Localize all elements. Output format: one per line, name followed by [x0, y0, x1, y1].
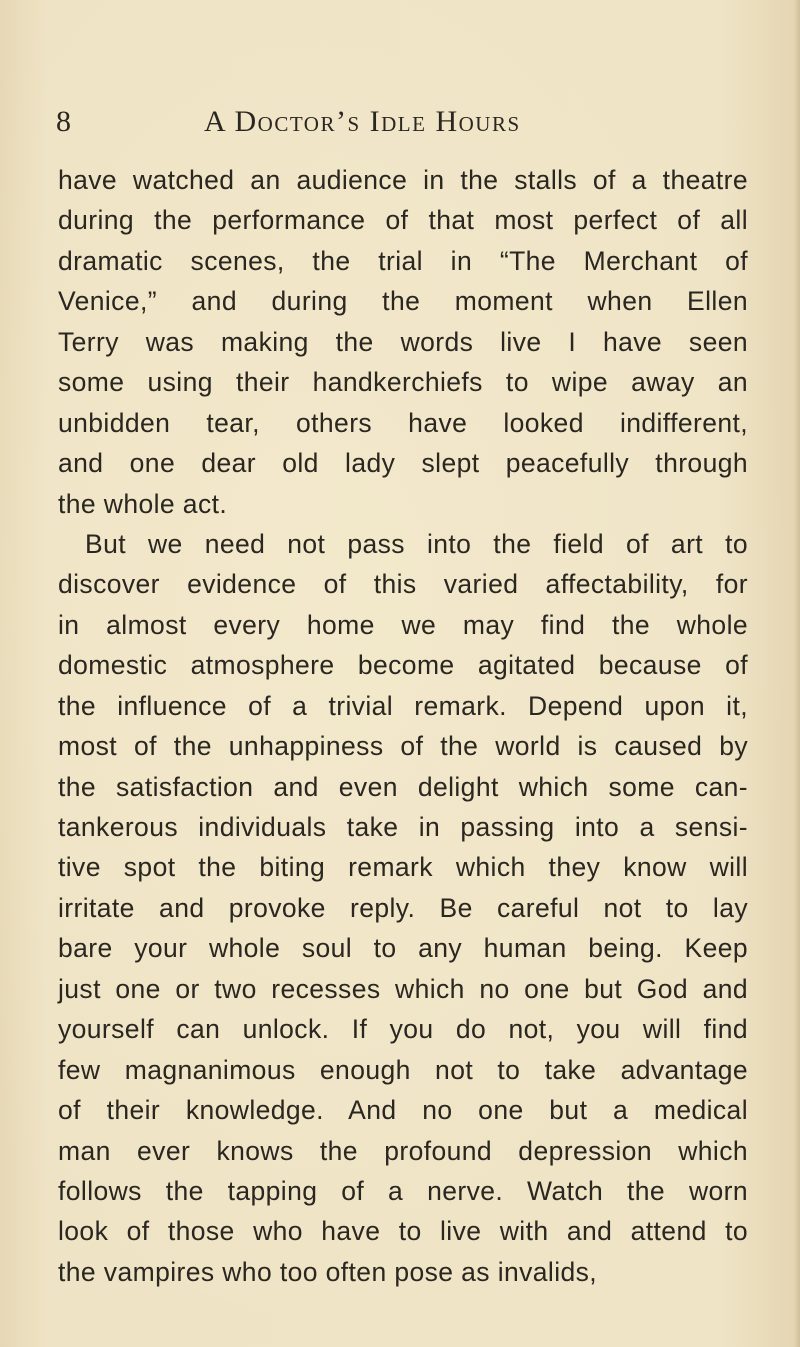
text-line: of their knowledge. And no one but a medical — [58, 1095, 748, 1126]
text-line: man ever knows the profound depression which — [58, 1135, 748, 1166]
text-line: irritate and provoke reply. Be careful not to lay — [58, 892, 748, 923]
text-line: and one dear old lady slept peacefully through — [58, 448, 748, 479]
running-head: A Doctor’s Idle Hours — [204, 105, 521, 138]
text-line: follows the tapping of a nerve. Watch the worn — [58, 1175, 748, 1206]
text-line: look of those who have to live with and attend to — [58, 1216, 748, 1247]
text-line: unbidden tear, others have looked indifferent, — [58, 407, 748, 438]
text-line: domestic atmosphere become agitated because of — [58, 650, 748, 681]
text-line: the whole act. — [58, 488, 228, 519]
text-line: Venice,” and during the moment when Ellen — [58, 286, 748, 317]
text-line: discover evidence of this varied affectability, for — [58, 569, 748, 600]
text-line: the satisfaction and even delight which some can- — [58, 771, 748, 802]
text-line: few magnanimous enough not to take advantage — [58, 1054, 748, 1085]
text-line: have watched an audience in the stalls of a theatre — [58, 165, 748, 195]
text-line: Terry was making the words live I have seen — [58, 326, 748, 357]
page-header — [56, 102, 756, 142]
text-line: some using their handkerchiefs to wipe away an — [58, 367, 748, 398]
text-line: tive spot the biting remark which they know will — [58, 852, 748, 883]
page-number: 8 — [56, 105, 73, 138]
text-line: bare your whole soul to any human being. Keep — [58, 933, 748, 964]
text-line: just one or two recesses which no one but God and — [58, 973, 748, 1004]
page-edge-shadow — [794, 0, 800, 1347]
text-line: in almost every home we may find the whole — [58, 609, 748, 640]
text-line: But we need not pass into the field of art to — [85, 528, 748, 559]
text-line: the influence of a trivial remark. Depend upon it, — [58, 690, 748, 721]
text-line: yourself can unlock. If you do not, you will find — [58, 1014, 748, 1045]
text-line: during the performance of that most perfect of all — [58, 205, 748, 236]
text-line: the vampires who too often pose as invalids, — [58, 1256, 598, 1287]
text-line: most of the unhappiness of the world is caused by — [58, 731, 748, 762]
text-line: tankerous individuals take in passing into a sensi- — [58, 812, 748, 842]
text-line: dramatic scenes, the trial in “The Merchant of — [58, 245, 748, 276]
body-text — [58, 160, 748, 1292]
